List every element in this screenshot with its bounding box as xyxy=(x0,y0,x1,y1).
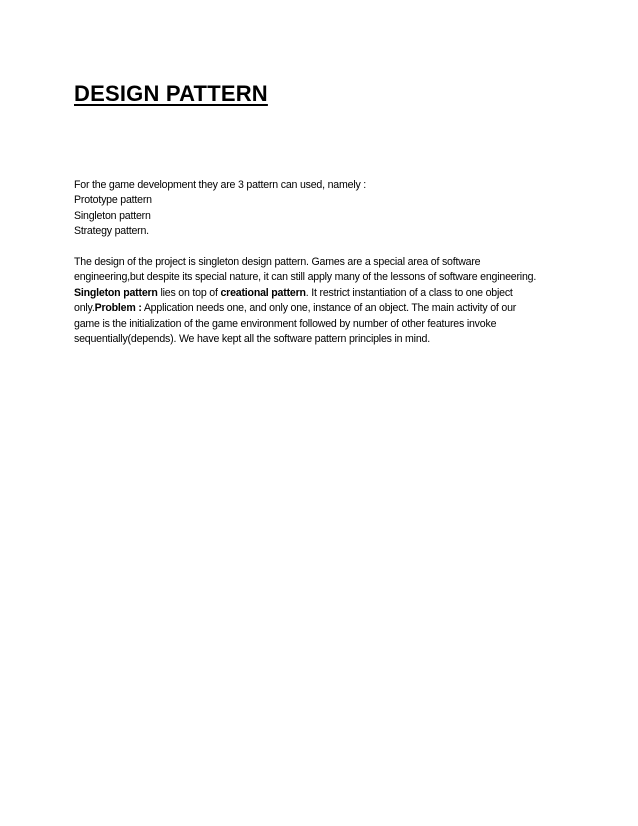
pattern-item: Strategy pattern. xyxy=(74,225,149,238)
paragraph-text: . It restrict instantiation of a class to one object xyxy=(305,286,513,299)
paragraph-line: The design of the project is singleton design pattern. Games are a special area of software xyxy=(74,256,481,269)
bold-term: Singleton pattern xyxy=(74,286,158,299)
paragraph-line: sequentially(depends). We have kept all the software pattern principles in mind. xyxy=(74,333,430,346)
pattern-item: Singleton pattern xyxy=(74,209,151,222)
paragraph-line xyxy=(74,286,574,301)
intro-line: For the game development they are 3 pattern can used, namely : xyxy=(74,179,367,191)
document-body xyxy=(74,178,574,347)
page-title: DESIGN PATTERN xyxy=(74,81,268,106)
paragraph-text: Application needs one, and only one, instance of an object. The main activity of our xyxy=(141,302,517,315)
paragraph-gap xyxy=(74,240,574,255)
bold-term: creational pattern xyxy=(220,286,306,299)
bold-term: Problem : xyxy=(94,302,142,315)
paragraph-text: only. xyxy=(74,302,95,315)
pattern-item: Prototype pattern xyxy=(74,194,152,207)
paragraph-line xyxy=(74,301,574,316)
paragraph-line: engineering,but despite its special nature, it can still apply many of the lessons of software engineering. xyxy=(74,271,537,284)
paragraph-line: game is the initialization of the game environment followed by number of other features invoke xyxy=(74,317,497,330)
paragraph-text: lies on top of xyxy=(157,286,221,299)
